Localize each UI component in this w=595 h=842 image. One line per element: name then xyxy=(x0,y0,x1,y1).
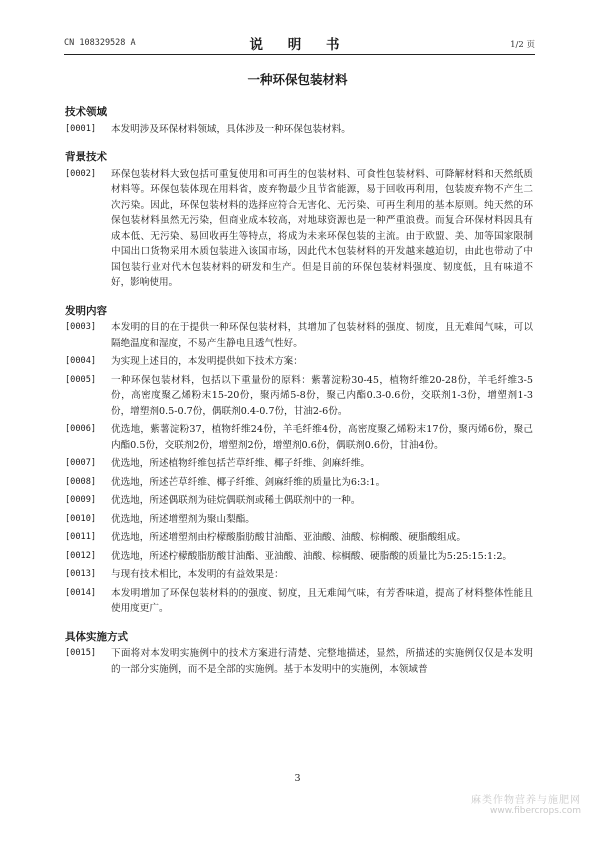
page-number: 3 xyxy=(294,773,301,784)
paragraph-number: [0012] xyxy=(65,550,97,561)
watermark-url: www.fibercrops.com xyxy=(490,806,581,816)
document-title: 一种环保包装材料 xyxy=(247,72,348,87)
section-heading: 技术领域 xyxy=(65,106,107,118)
paragraph-number: [0001] xyxy=(65,123,97,134)
paragraph-number: [0006] xyxy=(65,424,97,434)
paragraph-number: [0013] xyxy=(65,569,97,579)
section-heading: 发明内容 xyxy=(65,304,107,317)
paragraph-number: [0008] xyxy=(65,476,97,487)
paragraph-number: [0015] xyxy=(65,648,97,658)
paragraph xyxy=(65,422,533,453)
paragraph xyxy=(65,646,533,677)
paragraph xyxy=(65,320,533,351)
patent-number: CN 108329528 A xyxy=(64,38,136,48)
document-type: 说 明 书 xyxy=(249,37,350,53)
paragraph-text: 优选地，所述芒草纤维、椰子纤维、剑麻纤维的质量比为6:3:1。 xyxy=(111,476,386,488)
paragraph-number: [0010] xyxy=(65,513,97,524)
paragraph xyxy=(65,167,533,291)
paragraph-number: [0009] xyxy=(65,495,97,505)
paragraph xyxy=(65,354,533,370)
paragraph-text: 优选地，所述柠檬酸脂肪酸甘油酯、亚油酸、油酸、棕榈酸、硬脂酸的质量比为5:25:15:1:2。 xyxy=(111,550,513,562)
paragraph xyxy=(65,512,533,528)
page-info: 1/2 页 xyxy=(510,40,535,50)
paragraph-text: 一种环保包装材料，包括以下重量份的原料：紫薯淀粉30-45，植物纤维20-28份，羊毛纤维3-5份，高密度聚乙烯粉末15-20份，聚丙烯5-8份，聚己内酯0.3-0.6份，交联剂1-3份，增塑剂1-3份，增塑剂0.5-0.7份，偶联剂0.4-0.7份，甘油2-6份。 xyxy=(111,374,533,417)
paragraph-text: 优选地，所述增塑剂由柠檬酸脂肪酸甘油酯、亚油酸、油酸、棕榈酸、硬脂酸组成。 xyxy=(111,532,466,543)
paragraph-number: [0007] xyxy=(65,458,97,468)
paragraph-number: [0011] xyxy=(65,532,97,542)
paragraph-text: 优选地，所述偶联剂为硅烷偶联剂或稀土偶联剂中的一种。 xyxy=(111,495,361,506)
watermark-site-name: 麻类作物营养与施肥网 xyxy=(471,795,581,806)
paragraph-text: 优选地，所述增塑剂为聚山梨酯。 xyxy=(111,513,255,525)
paragraph-text: 优选地，所述植物纤维包括芒草纤维、椰子纤维、剑麻纤维。 xyxy=(111,458,371,469)
paragraph-number: [0014] xyxy=(65,587,97,598)
document-body xyxy=(65,105,533,680)
paragraph-text: 为实现上述目的，本发明提供如下技术方案： xyxy=(111,356,303,367)
paragraph xyxy=(65,122,533,138)
paragraph-text: 本发明增加了环保包装材料的的强度、韧度，且无难闻气味，有芳香味道，提高了材料整体性能且使用度更广。 xyxy=(111,587,533,614)
section-heading: 背景技术 xyxy=(65,151,107,163)
paragraph xyxy=(65,475,533,491)
paragraph-number: [0002] xyxy=(65,168,97,179)
paragraph-number: [0004] xyxy=(65,356,97,366)
paragraph-number: [0003] xyxy=(65,322,97,332)
paragraph xyxy=(65,493,533,509)
paragraph-number: [0005] xyxy=(65,374,97,385)
paragraph-text: 本发明的目的在于提供一种环保包装材料，其增加了包装材料的强度、韧度，且无难闻气味，可以隔绝温度和湿度，不易产生静电且透气性好。 xyxy=(111,322,533,349)
header-divider xyxy=(64,54,535,55)
paragraph xyxy=(65,456,533,472)
paragraph-text: 环保包装材料大致包括可重复使用和可再生的包装材料、可食性包装材料、可降解材料和天然纸质材料等。环保包装体现在用料省，废弃物最少且节省能源，易于回收再利用，包装废弃物不产生二次污染。因此，环保包装材料的选择应符合无害化、无污染、可再生利用的基本原则。纯天然的环保包装材料虽然无污染，但商业成本较高，对地球资源也是一种严重浪费。而复合环保材料因具有成本低、无污染、易回收再生等特点，将成为未来环保包装的主流。由于欧盟、美、加等国家限制中国出口货物采用木质包装进入该国市场，因此代木包装材料的开发越来越迫切，由此也带动了中国包装行业对代木包装材料的研发和生产。但是目前的环保包装材料强度、韧度低，且有味道不好，影响使用。 xyxy=(111,168,533,288)
paragraph xyxy=(65,530,533,546)
paragraph-text: 本发明涉及环保材料领域，具体涉及一种环保包装材料。 xyxy=(111,123,351,135)
section-heading: 具体实施方式 xyxy=(65,630,128,643)
paragraph-text: 下面将对本发明实施例中的技术方案进行清楚、完整地描述，显然，所描述的实施例仅仅是本发明的一部分实施例，而不是全部的实施例。基于本发明中的实施例，本领域普 xyxy=(111,648,533,675)
paragraph xyxy=(65,373,533,420)
paragraph xyxy=(65,586,533,617)
paragraph-text: 优选地，紫薯淀粉37，植物纤维24份，羊毛纤维4份，高密度聚乙烯粉末17份，聚丙烯6份，聚己内酯0.5份，交联剂2份，增塑剂2份，增塑剂0.6份，偶联剂0.6份，甘油4份。 xyxy=(111,424,533,451)
paragraph xyxy=(65,567,533,583)
watermark xyxy=(471,791,581,816)
paragraph-text: 与现有技术相比，本发明的有益效果是： xyxy=(111,569,284,580)
page-header xyxy=(64,30,535,53)
paragraph xyxy=(65,549,533,565)
